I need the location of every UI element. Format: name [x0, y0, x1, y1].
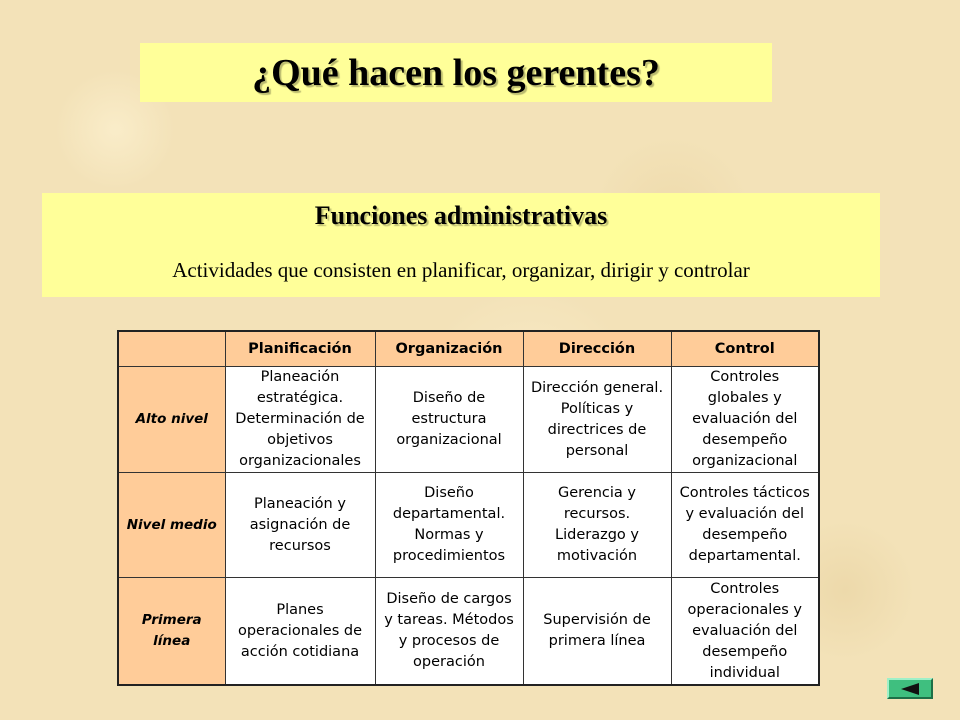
table-header-row [118, 331, 819, 367]
table-cell: Diseño departamental. Normas y procedimientos [375, 473, 523, 578]
table-cell: Diseño de cargos y tareas. Métodos y procesos de operación [375, 578, 523, 686]
subtitle-banner [42, 193, 880, 297]
section-description: Actividades que consisten en planificar, organizar, dirigir y controlar [172, 258, 750, 282]
table-cell: Gerencia y recursos. Liderazgo y motivación [523, 473, 671, 578]
back-button[interactable] [887, 678, 933, 699]
row-header-nivel-medio: Nivel medio [118, 473, 225, 578]
functions-table [117, 330, 820, 686]
column-header-organizacion: Organización [375, 331, 523, 367]
row-header-alto-nivel: Alto nivel [118, 367, 225, 473]
table-row-primera-linea [118, 578, 819, 686]
table-cell: Controles tácticos y evaluación del desempeño departamental. [671, 473, 819, 578]
slide-title: ¿Qué hacen los gerentes? [252, 51, 660, 94]
triangle-left-icon [899, 682, 921, 696]
column-header-direccion: Dirección [523, 331, 671, 367]
table-row-alto-nivel [118, 367, 819, 473]
column-header-control: Control [671, 331, 819, 367]
section-heading: Funciones administrativas [314, 201, 608, 230]
table-cell: Controles globales y evaluación del desempeño organizacional [671, 367, 819, 473]
table-corner-cell [118, 331, 225, 367]
column-header-planificacion: Planificación [225, 331, 375, 367]
table-cell: Planeación estratégica. Determinación de objetivos organizacionales [225, 367, 375, 473]
table-cell: Controles operacionales y evaluación del desempeño individual [671, 578, 819, 686]
row-header-primera-linea: Primera línea [118, 578, 225, 686]
table-row-nivel-medio [118, 473, 819, 578]
table-cell: Diseño de estructura organizacional [375, 367, 523, 473]
table-cell: Planes operacionales de acción cotidiana [225, 578, 375, 686]
table-cell: Dirección general. Políticas y directrices de personal [523, 367, 671, 473]
title-banner [140, 43, 772, 102]
table-cell: Supervisión de primera línea [523, 578, 671, 686]
table-cell: Planeación y asignación de recursos [225, 473, 375, 578]
